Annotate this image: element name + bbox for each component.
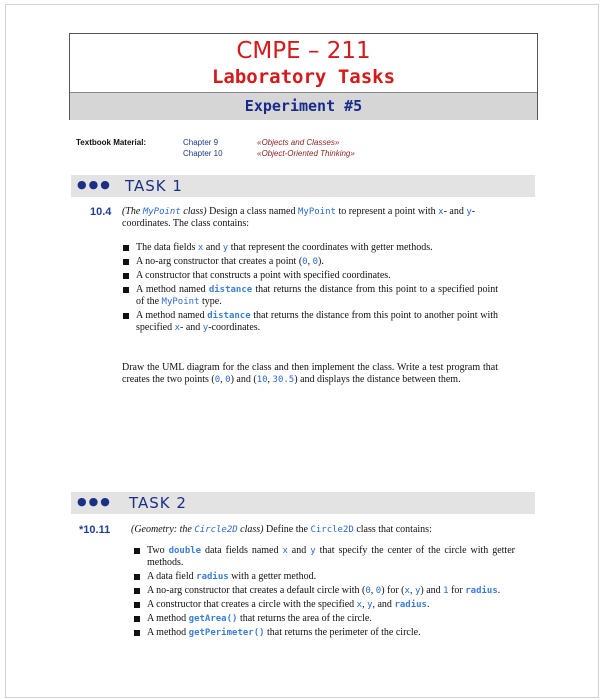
task2-item-3: A no-arg constructor that creates a default circle with (0, 0) for (x, y) and 1 for radius. — [133, 585, 515, 597]
chapter-10: Chapter 10 — [183, 149, 223, 158]
task1-item-3: A constructor that constructs a point with specified coordinates. — [122, 270, 498, 282]
task1-header — [71, 175, 535, 197]
lab-title: Laboratory Tasks — [211, 66, 396, 88]
task2-item-4: A constructor that creates a circle with the specified x, y, and radius. — [133, 599, 515, 611]
chapter-9: Chapter 9 — [183, 138, 219, 147]
task2-label: TASK 2 — [129, 494, 187, 512]
topic-oo-thinking: «Object-Oriented Thinking» — [257, 149, 355, 158]
task2-dots-icon: ●●● — [77, 495, 112, 508]
experiment-title: Experiment #5 — [70, 92, 537, 120]
task1-list — [122, 242, 498, 336]
task2-number: *10.11 — [79, 524, 111, 536]
topic-objects-classes: «Objects and Classes» — [257, 138, 340, 147]
task2-item-2: A data field radius with a getter method. — [133, 571, 515, 583]
task2-item-1: Two double data fields named x and y that specify the center of the circle with getter methods. — [133, 545, 515, 569]
task2-item-5: A method getArea() that returns the area of the circle. — [133, 613, 515, 625]
textbook-label: Textbook Material: — [76, 138, 147, 147]
header-box — [69, 33, 538, 120]
task2-item-6: A method getPerimeter() that returns the perimeter of the circle. — [133, 627, 515, 639]
task2-intro: (Geometry: the Circle2D class) Define the Circle2D class that contains: — [131, 524, 432, 535]
task1-item-2: A no-arg constructor that creates a point (0, 0). — [122, 256, 498, 268]
task2-header — [71, 492, 535, 514]
task2-list — [133, 545, 515, 641]
course-title: CMPE – 211 — [236, 38, 371, 64]
task1-item-5: A method named distance that returns the distance from this point to another point with specified x- and y-coordinates. — [122, 310, 498, 334]
task1-number: 10.4 — [90, 206, 112, 218]
task1-label: TASK 1 — [125, 177, 183, 195]
task1-intro: (The MyPoint class) Design a class named MyPoint to represent a point with x- and y-coordinates. The class contains: — [122, 206, 476, 229]
task1-dots-icon: ●●● — [77, 178, 112, 191]
task1-instructions: Draw the UML diagram for the class and then implement the class. Write a test program that creates the two points (0, 0) and (10, 30.5) and displays the distance between them. — [122, 362, 498, 385]
task1-item-4: A method named distance that returns the distance from this point to a specified point of the MyPoint type. — [122, 284, 498, 308]
task1-item-1: The data fields x and y that represent the coordinates with getter methods. — [122, 242, 498, 254]
